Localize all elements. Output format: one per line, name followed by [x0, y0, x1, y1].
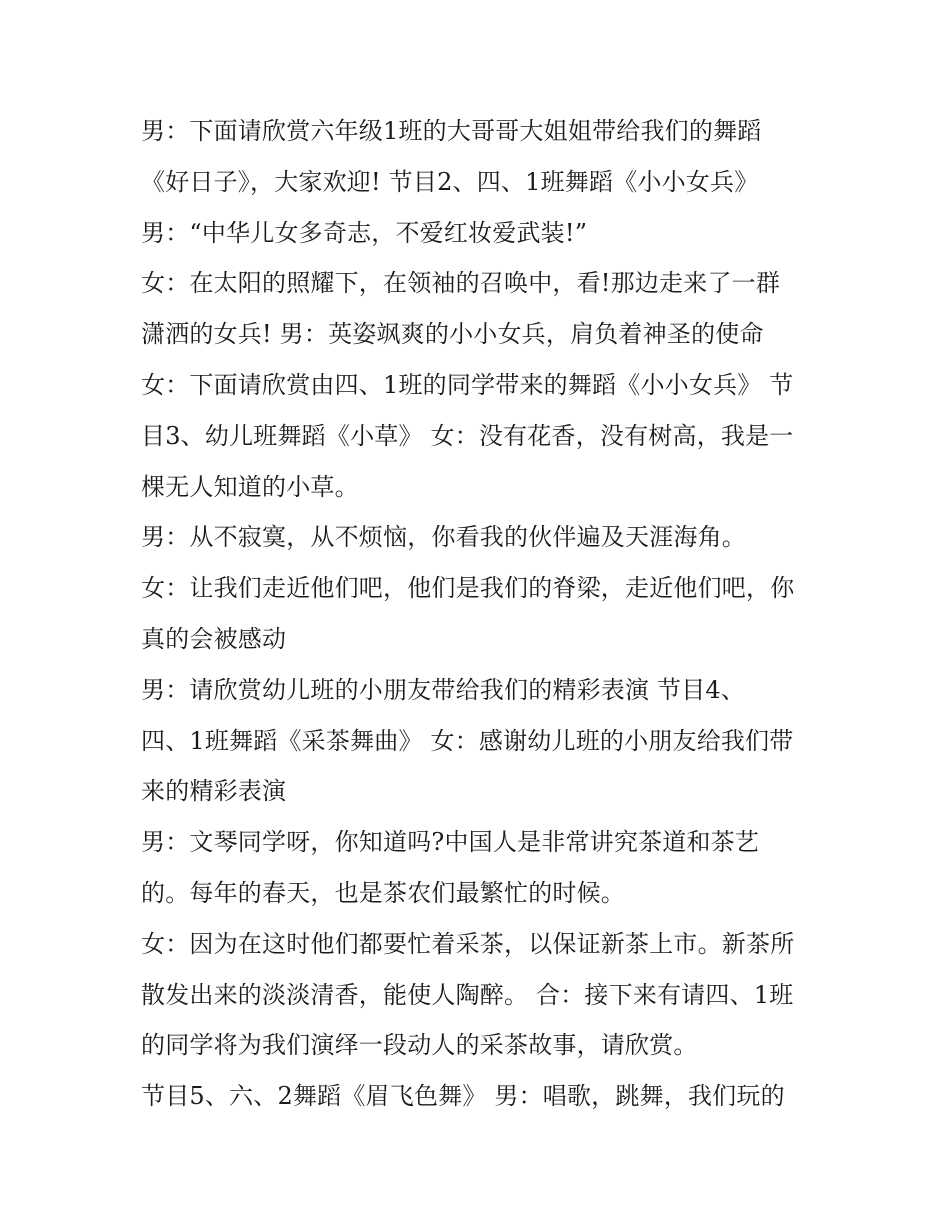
- text-line-6: 女：下面请欣赏由四、1班的同学带来的舞蹈《小小女兵》 节: [141, 370, 794, 399]
- text-line-16: 的。每年的春天，也是茶农们最繁忙的时候。: [141, 878, 625, 907]
- text-line-8: 棵无人知道的小草。: [141, 472, 359, 501]
- text-line-12: 男：请欣赏幼儿班的小朋友带给我们的精彩表演 节目4、: [141, 675, 746, 704]
- text-line-18: 散发出来的淡淡清香，能使人陶醉。 合：接下来有请四、1班: [141, 980, 794, 1009]
- text-line-11: 真的会被感动: [141, 624, 287, 653]
- text-line-1: 男：下面请欣赏六年级1班的大哥哥大姐姐带给我们的舞蹈: [141, 117, 762, 145]
- text-line-20: 节目5、六、2舞蹈《眉飞色舞》 男：唱歌，跳舞，我们玩的: [141, 1082, 785, 1111]
- text-line-14: 来的精彩表演: [141, 777, 287, 806]
- text-line-2: 《好日子》，大家欢迎! 节目2、四、1班舞蹈《小小女兵》: [141, 167, 759, 196]
- text-line-13: 四、1班舞蹈《采茶舞曲》 女：感谢幼儿班的小朋友给我们带: [141, 726, 794, 755]
- text-line-5: 潇洒的女兵! 男：英姿飒爽的小小女兵，肩负着神圣的使命: [141, 320, 764, 349]
- text-line-19: 的同学将为我们演绎一段动人的采茶故事，请欣赏。: [141, 1031, 698, 1060]
- text-line-4: 女：在太阳的照耀下，在领袖的召唤中，看!那边走来了一群: [141, 269, 781, 298]
- script-text: [141, 106, 831, 1122]
- text-line-9: 男：从不寂寞，从不烦恼，你看我的伙伴遍及天涯海角。: [141, 523, 746, 552]
- text-line-15: 男：文琴同学呀，你知道吗?中国人是非常讲究茶道和茶艺: [141, 828, 760, 857]
- text-line-17: 女：因为在这时他们都要忙着采茶，以保证新茶上市。新茶所: [141, 929, 795, 958]
- text-line-10: 女：让我们走近他们吧，他们是我们的脊梁，走近他们吧，你: [141, 574, 795, 603]
- text-line-3: 男：“中华儿女多奇志，不爱红妆爱武装!”: [141, 218, 588, 247]
- text-line-7: 目3、幼儿班舞蹈《小草》 女：没有花香，没有树高，我是一: [141, 421, 794, 450]
